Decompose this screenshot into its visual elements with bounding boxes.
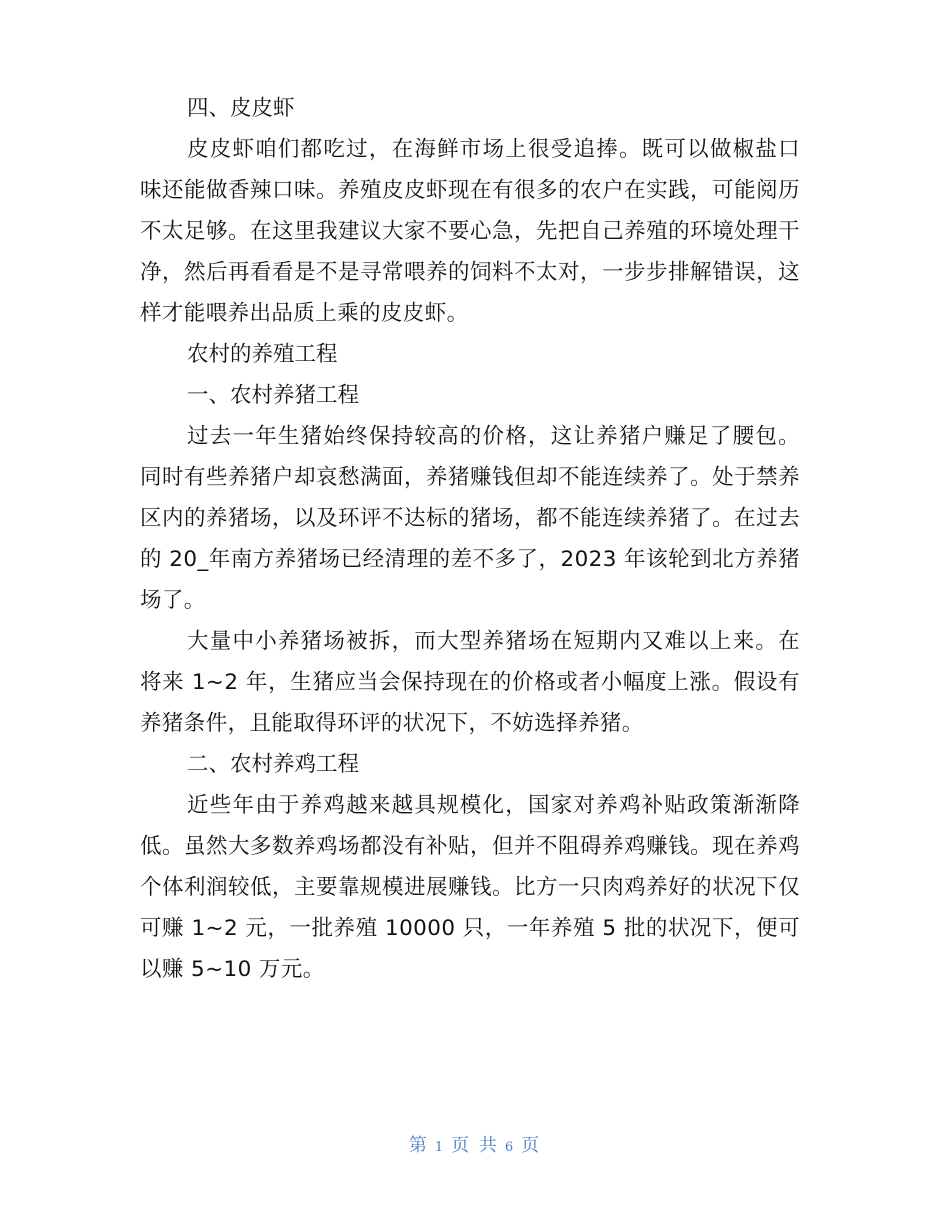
- paragraph-pig-outlook: 大量中小养猪场被拆，而大型养猪场在短期内又难以上来。在将来 1~2 年，生猪应当会保持现在的价格或者小幅度上涨。假设有养猪条件，且能取得环评的状况下，不妨选择养猪。: [140, 629, 800, 736]
- section-heading-chicken-farming: 二、农村养鸡工程: [187, 752, 360, 777]
- paragraph-chicken: 近些年由于养鸡越来越具规模化，国家对养鸡补贴政策渐渐降低。虽然大多数养鸡场都没有补贴，但并不阻碍养鸡赚钱。现在养鸡个体利润较低，主要靠规模进展赚钱。比方一只肉鸡养好的状况下仅可赚 1~2 元，一批养殖 10000 只，一年养殖 5 批的状况下，便可以赚 5~10 万元。: [140, 793, 800, 982]
- page-footer: [0, 1131, 950, 1157]
- footer-page-number: 1: [434, 1140, 446, 1155]
- footer-middle: 页 共: [451, 1135, 499, 1156]
- document-body: [140, 88, 800, 990]
- section-heading-pig-farming: 一、农村养猪工程: [187, 383, 360, 408]
- paragraph-pipixia: 皮皮虾咱们都吃过，在海鲜市场上很受追捧。既可以做椒盐口味还能做香辣口味。养殖皮皮虾现在有很多的农户在实践，可能阅历不太足够。在这里我建议大家不要心急，先把自己养殖的环境处理干净，然后再看看是不是寻常喂养的饲料不太对，一步步排解错误，这样才能喂养出品质上乘的皮皮虾。: [140, 137, 800, 326]
- paragraph-pig-price: 过去一年生猪始终保持较高的价格，这让养猪户赚足了腰包。同时有些养猪户却哀愁满面，养猪赚钱但却不能连续养了。处于禁养区内的养猪场，以及环评不达标的猪场，都不能连续养猪了。在过去的 20_年南方养猪场已经清理的差不多了，2023 年该轮到北方养猪场了。: [140, 424, 800, 613]
- footer-total-pages: 6: [504, 1140, 516, 1155]
- footer-suffix: 页: [521, 1135, 542, 1156]
- section-heading-pipixia: 四、皮皮虾: [187, 96, 295, 121]
- section-heading-rural-breeding: 农村的养殖工程: [187, 342, 338, 367]
- footer-prefix: 第: [408, 1135, 429, 1156]
